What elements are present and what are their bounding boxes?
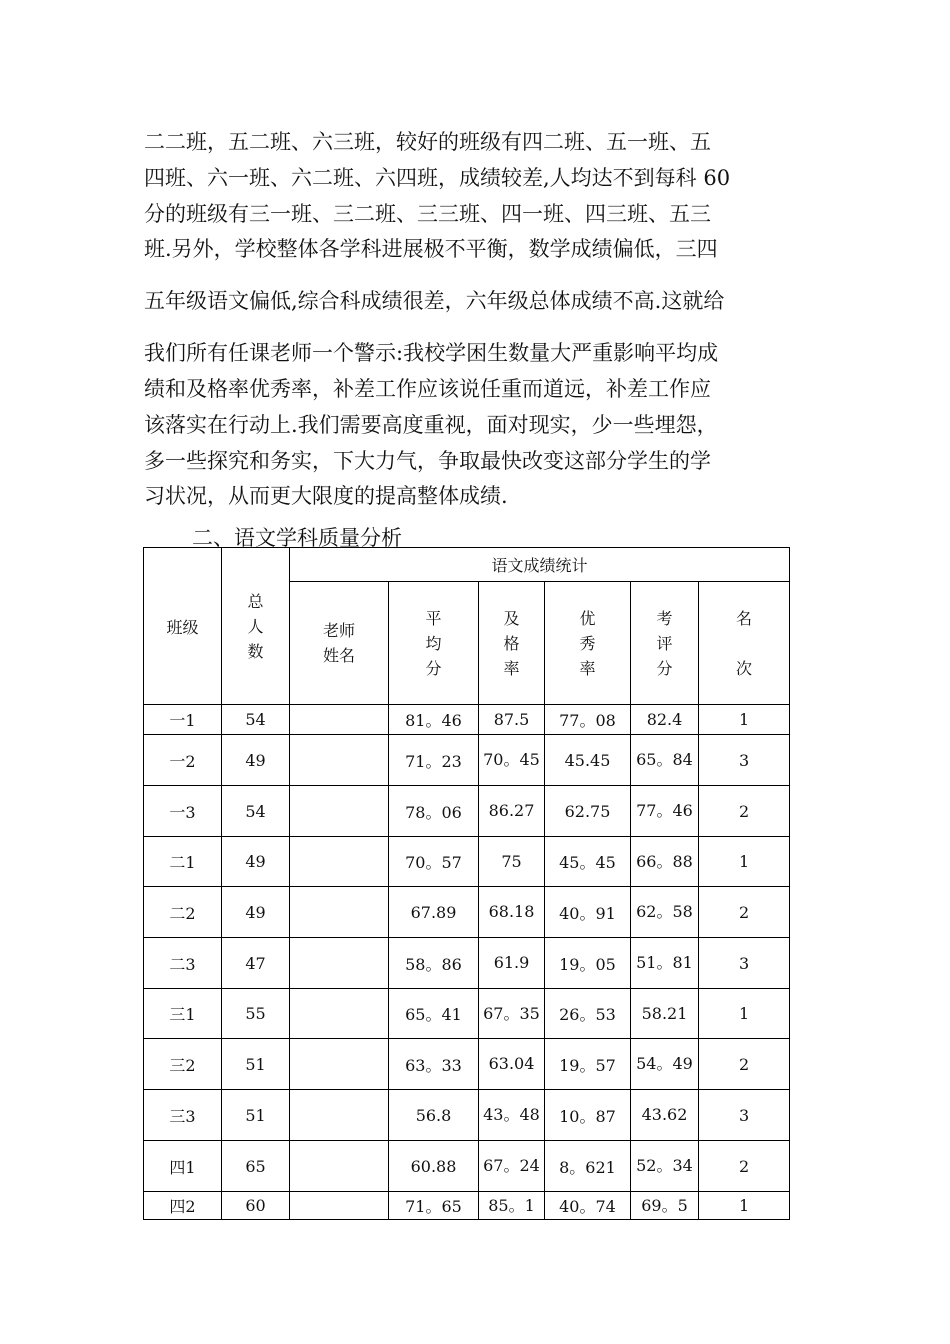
paragraph-line: 二二班，五二班、六三班，较好的班级有四二班、五一班、五 <box>144 130 711 154</box>
cell-excellent: 10。87 <box>545 1090 631 1141</box>
cell-class: 三1 <box>144 989 222 1039</box>
cell-total: 49 <box>222 735 290 786</box>
cell-class: 四1 <box>144 1141 222 1192</box>
table-row <box>144 989 790 1039</box>
cell-excellent: 40。74 <box>545 1192 631 1220</box>
cell-class: 二1 <box>144 837 222 887</box>
cell-class: 二3 <box>144 938 222 989</box>
cell-rank: 2 <box>699 786 790 837</box>
cell-teacher <box>290 1039 389 1090</box>
cell-teacher <box>290 786 389 837</box>
cell-rank: 1 <box>699 705 790 735</box>
cell-teacher <box>290 1141 389 1192</box>
cell-total: 55 <box>222 989 290 1039</box>
paragraph-line: 分的班级有三一班、三二班、三三班、四一班、四三班、五三 <box>144 202 711 226</box>
cell-score: 52。34 <box>631 1141 699 1192</box>
table-row <box>144 1141 790 1192</box>
cell-score: 82.4 <box>631 705 699 735</box>
cell-avg: 58。86 <box>389 938 479 989</box>
cell-total: 54 <box>222 786 290 837</box>
cell-score: 69。5 <box>631 1192 699 1220</box>
cell-score: 65。84 <box>631 735 699 786</box>
cell-excellent: 77。08 <box>545 705 631 735</box>
paragraph-line: 五年级语文偏低,综合科成绩很差，六年级总体成绩不高.这就给 <box>144 289 725 313</box>
table-row <box>144 938 790 989</box>
cell-teacher <box>290 989 389 1039</box>
cell-avg: 65。41 <box>389 989 479 1039</box>
header-rank: 名 次 <box>699 582 790 705</box>
cell-teacher <box>290 837 389 887</box>
cell-pass: 67。35 <box>479 989 545 1039</box>
cell-rank: 3 <box>699 938 790 989</box>
header-teacher: 老师 姓名 <box>290 582 389 705</box>
cell-teacher <box>290 1090 389 1141</box>
cell-avg: 60.88 <box>389 1141 479 1192</box>
cell-score: 66。88 <box>631 837 699 887</box>
cell-excellent: 26。53 <box>545 989 631 1039</box>
table-row <box>144 1039 790 1090</box>
table-row <box>144 705 790 735</box>
cell-class: 一3 <box>144 786 222 837</box>
cell-teacher <box>290 1192 389 1220</box>
table-row <box>144 735 790 786</box>
table-row <box>144 1090 790 1141</box>
cell-pass: 86.27 <box>479 786 545 837</box>
table-row <box>144 786 790 837</box>
cell-pass: 68.18 <box>479 887 545 938</box>
cell-score: 43.62 <box>631 1090 699 1141</box>
cell-avg: 70。57 <box>389 837 479 887</box>
cell-rank: 2 <box>699 887 790 938</box>
cell-pass: 85。1 <box>479 1192 545 1220</box>
cell-pass: 61.9 <box>479 938 545 989</box>
cell-excellent: 45.45 <box>545 735 631 786</box>
cell-rank: 1 <box>699 989 790 1039</box>
cell-total: 49 <box>222 837 290 887</box>
cell-avg: 56.8 <box>389 1090 479 1141</box>
cell-rank: 2 <box>699 1141 790 1192</box>
cell-score: 77。46 <box>631 786 699 837</box>
cell-total: 65 <box>222 1141 290 1192</box>
cell-score: 62。58 <box>631 887 699 938</box>
cell-rank: 3 <box>699 735 790 786</box>
header-group: 语文成绩统计 <box>290 548 790 582</box>
table-row <box>144 1192 790 1220</box>
paragraph-line: 绩和及格率优秀率，补差工作应该说任重而道远，补差工作应 <box>144 377 711 401</box>
cell-teacher <box>290 938 389 989</box>
cell-excellent: 19。57 <box>545 1039 631 1090</box>
cell-pass: 75 <box>479 837 545 887</box>
cell-total: 54 <box>222 705 290 735</box>
cell-avg: 81。46 <box>389 705 479 735</box>
table-row <box>144 837 790 887</box>
header-total: 总 人 数 <box>222 548 290 705</box>
header-excellent: 优 秀 率 <box>545 582 631 705</box>
cell-rank: 3 <box>699 1090 790 1141</box>
paragraph-line: 四班、六一班、六二班、六四班，成绩较差,人均达不到每科 60 <box>144 166 731 190</box>
paragraph-line: 该落实在行动上.我们需要高度重视，面对现实，少一些埋怨， <box>144 413 718 437</box>
cell-excellent: 45。45 <box>545 837 631 887</box>
cell-teacher <box>290 705 389 735</box>
cell-rank: 1 <box>699 837 790 887</box>
section-heading: 二、语文学科质量分析 <box>192 526 402 550</box>
cell-class: 三3 <box>144 1090 222 1141</box>
cell-total: 51 <box>222 1090 290 1141</box>
cell-avg: 78。06 <box>389 786 479 837</box>
cell-excellent: 8。621 <box>545 1141 631 1192</box>
cell-score: 54。49 <box>631 1039 699 1090</box>
cell-class: 二2 <box>144 887 222 938</box>
cell-teacher <box>290 735 389 786</box>
cell-pass: 63.04 <box>479 1039 545 1090</box>
cell-pass: 70。45 <box>479 735 545 786</box>
cell-pass: 87.5 <box>479 705 545 735</box>
cell-total: 47 <box>222 938 290 989</box>
cell-rank: 1 <box>699 1192 790 1220</box>
cell-score: 58.21 <box>631 989 699 1039</box>
cell-class: 四2 <box>144 1192 222 1220</box>
cell-excellent: 40。91 <box>545 887 631 938</box>
header-score: 考 评 分 <box>631 582 699 705</box>
header-avg: 平 均 分 <box>389 582 479 705</box>
cell-class: 一1 <box>144 705 222 735</box>
cell-total: 51 <box>222 1039 290 1090</box>
table-row <box>144 887 790 938</box>
cell-total: 49 <box>222 887 290 938</box>
header-class: 班级 <box>144 548 222 705</box>
header-pass: 及 格 率 <box>479 582 545 705</box>
cell-excellent: 62.75 <box>545 786 631 837</box>
cell-pass: 67。24 <box>479 1141 545 1192</box>
paragraph-line: 我们所有任课老师一个警示:我校学困生数量大严重影响平均成 <box>144 341 719 365</box>
cell-teacher <box>290 887 389 938</box>
cell-pass: 43。48 <box>479 1090 545 1141</box>
cell-avg: 71。23 <box>389 735 479 786</box>
cell-class: 一2 <box>144 735 222 786</box>
paragraph-line: 习状况，从而更大限度的提高整体成绩. <box>144 484 508 508</box>
cell-score: 51。81 <box>631 938 699 989</box>
cell-total: 60 <box>222 1192 290 1220</box>
chinese-score-table <box>143 547 790 1220</box>
cell-excellent: 19。05 <box>545 938 631 989</box>
cell-class: 三2 <box>144 1039 222 1090</box>
paragraph-line: 班.另外，学校整体各学科进展极不平衡，数学成绩偏低，三四 <box>144 237 718 261</box>
cell-avg: 63。33 <box>389 1039 479 1090</box>
cell-avg: 71。65 <box>389 1192 479 1220</box>
cell-rank: 2 <box>699 1039 790 1090</box>
paragraph-line: 多一些探究和务实，下大力气，争取最快改变这部分学生的学 <box>144 449 711 473</box>
cell-avg: 67.89 <box>389 887 479 938</box>
